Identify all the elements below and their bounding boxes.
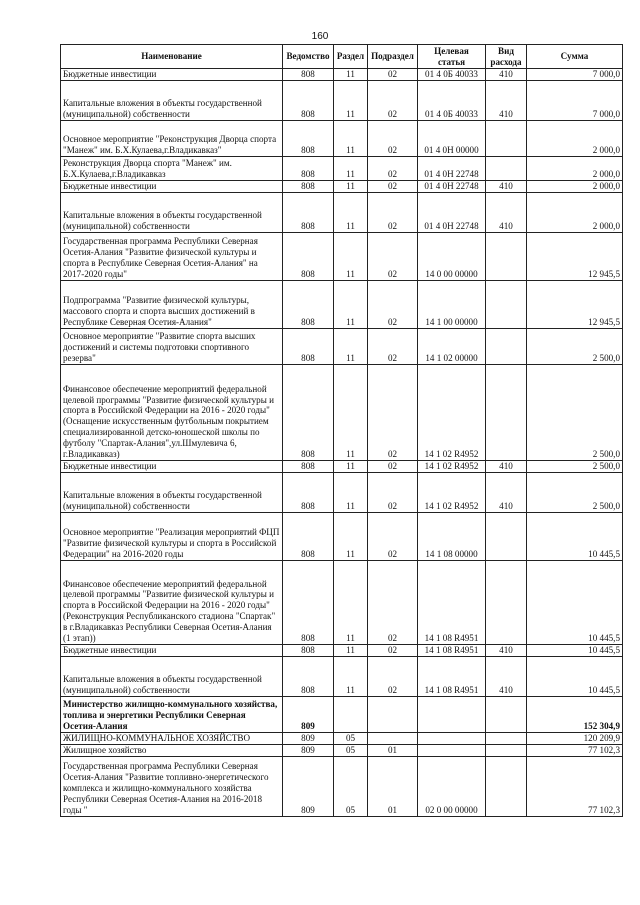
row-section: 11 [334,513,368,561]
row-exp-type: 410 [486,645,527,657]
row-sum: 10 445,5 [527,561,623,645]
row-name: Финансовое обеспечение мероприятий федеральной целевой программы "Развитие физической культуры и спорта в Российской Федерации на 2016 - 2020 годы" (Оснащение искусственным футбольным покрытием специализированной детско-юношеской школы по футболу "Спартак-Алания",ул.Шмулевича 6, г.Владикавказ) [61,365,283,461]
table-row [61,281,623,329]
row-exp-type [486,281,527,329]
row-sum: 2 000,0 [527,121,623,157]
row-name: Капитальные вложения в объекты государственной (муниципальной) собственности [61,81,283,121]
row-target [418,733,486,745]
row-subsection: 02 [368,181,418,193]
row-dept: 808 [283,365,334,461]
table-row [61,697,623,733]
row-name: Реконструкция Дворца спорта "Манеж" им. Б.Х.Кулаева,г.Владикавказ [61,157,283,181]
row-name: Капитальные вложения в объекты государственной (муниципальной) собственности [61,657,283,697]
row-sum: 152 304,9 [527,697,623,733]
row-target: 14 1 08 00000 [418,513,486,561]
row-exp-type [486,365,527,461]
row-name: Капитальные вложения в объекты государственной (муниципальной) собственности [61,473,283,513]
row-subsection: 02 [368,645,418,657]
budget-table [60,44,623,817]
table-row [61,461,623,473]
table-row [61,645,623,657]
row-section: 05 [334,745,368,757]
row-subsection: 02 [368,657,418,697]
row-dept: 809 [283,733,334,745]
row-sum: 77 102,3 [527,745,623,757]
row-sum: 7 000,0 [527,81,623,121]
table-row [61,181,623,193]
header-exp-type: Вид расхода [486,45,527,69]
row-sum: 2 000,0 [527,181,623,193]
row-target: 14 1 02 R4952 [418,461,486,473]
row-target: 02 0 00 00000 [418,757,486,817]
row-subsection: 02 [368,473,418,513]
row-sum: 77 102,3 [527,757,623,817]
row-section: 11 [334,121,368,157]
row-name: Основное мероприятие "Реконструкция Дворца спорта "Манеж" им. Б.Х.Кулаева,г.Владикавказ" [61,121,283,157]
row-subsection: 02 [368,329,418,365]
row-section: 05 [334,757,368,817]
row-section: 11 [334,81,368,121]
row-subsection: 02 [368,365,418,461]
row-dept: 808 [283,281,334,329]
row-exp-type [486,561,527,645]
row-sum: 12 945,5 [527,233,623,281]
row-section: 11 [334,233,368,281]
row-section: 11 [334,461,368,473]
row-sum: 10 445,5 [527,513,623,561]
row-dept: 808 [283,81,334,121]
row-target: 14 1 08 R4951 [418,561,486,645]
table-row [61,157,623,181]
row-section: 11 [334,69,368,81]
page-number: 160 [311,31,329,42]
table-row [61,69,623,81]
table-body [61,69,623,817]
row-name: Бюджетные инвестиции [61,645,283,657]
row-dept: 809 [283,697,334,733]
row-name: Бюджетные инвестиции [61,69,283,81]
row-sum: 10 445,5 [527,645,623,657]
row-name: Государственная программа Республики Северная Осетия-Алания "Развитие топливно-энергетического комплекса и жилищно-коммунального хозяйства Республики Северная Осетия-Алания на 2016-2018 годы " [61,757,283,817]
row-name: Государственная программа Республики Северная Осетия-Алания "Развитие физической культуры и спорта в Республике Северная Осетия-Алания" на 2017-2020 годы" [61,233,283,281]
row-subsection: 02 [368,157,418,181]
row-exp-type: 410 [486,69,527,81]
table-row [61,233,623,281]
row-subsection: 02 [368,233,418,281]
row-name: Жилищное хозяйство [61,745,283,757]
row-sum: 2 500,0 [527,329,623,365]
row-sum: 12 945,5 [527,281,623,329]
row-dept: 808 [283,561,334,645]
row-subsection: 02 [368,121,418,157]
table-row [61,473,623,513]
row-exp-type [486,121,527,157]
row-dept: 808 [283,657,334,697]
row-dept: 808 [283,193,334,233]
table-row [61,329,623,365]
row-subsection: 02 [368,81,418,121]
row-exp-type: 410 [486,181,527,193]
row-name: Основное мероприятие "Развитие спорта высших достижений и системы подготовки спортивного резерва" [61,329,283,365]
row-dept: 809 [283,757,334,817]
table-row [61,121,623,157]
row-target: 14 1 08 R4951 [418,657,486,697]
row-exp-type [486,757,527,817]
row-subsection: 02 [368,281,418,329]
header-section: Раздел [334,45,368,69]
header-subsection: Подраздел [368,45,418,69]
table-header-row [61,45,623,69]
row-target: 01 4 0Н 22748 [418,193,486,233]
row-dept: 808 [283,121,334,157]
table-row [61,365,623,461]
header-sum: Сумма [527,45,623,69]
row-target: 14 1 00 00000 [418,281,486,329]
row-exp-type [486,233,527,281]
row-subsection: 01 [368,745,418,757]
row-target: 01 4 0Н 22748 [418,181,486,193]
table-row [61,757,623,817]
row-exp-type: 410 [486,81,527,121]
row-target [418,745,486,757]
row-target: 14 1 02 R4952 [418,365,486,461]
row-dept: 808 [283,645,334,657]
row-target: 14 1 08 R4951 [418,645,486,657]
row-name: Министерство жилищно-коммунального хозяйства, топлива и энергетики Республики Северная Осетия-Алания [61,697,283,733]
row-subsection: 01 [368,757,418,817]
row-target [418,697,486,733]
row-dept: 808 [283,181,334,193]
row-exp-type [486,329,527,365]
row-name: Бюджетные инвестиции [61,181,283,193]
row-name: Капитальные вложения в объекты государственной (муниципальной) собственности [61,193,283,233]
row-dept: 808 [283,461,334,473]
row-dept: 808 [283,233,334,281]
row-exp-type: 410 [486,473,527,513]
table-row [61,657,623,697]
table-row [61,193,623,233]
row-sum: 2 500,0 [527,461,623,473]
row-target: 01 4 0Н 00000 [418,121,486,157]
row-section: 11 [334,561,368,645]
row-subsection: 02 [368,193,418,233]
row-name: Бюджетные инвестиции [61,461,283,473]
row-section: 11 [334,473,368,513]
row-exp-type [486,733,527,745]
row-sum: 2 000,0 [527,193,623,233]
row-sum: 2 500,0 [527,473,623,513]
row-target: 14 1 02 00000 [418,329,486,365]
row-exp-type: 410 [486,657,527,697]
table-row [61,561,623,645]
row-exp-type [486,157,527,181]
row-name: Подпрограмма "Развитие физической культуры, массового спорта и спорта высших достижений в Республике Северная Осетия-Алания" [61,281,283,329]
row-dept: 808 [283,157,334,181]
row-section: 11 [334,193,368,233]
table-row [61,745,623,757]
header-dept: Ведомство [283,45,334,69]
row-target: 01 4 0Б 40033 [418,69,486,81]
row-section: 11 [334,157,368,181]
row-dept: 808 [283,329,334,365]
row-section: 05 [334,733,368,745]
row-section: 11 [334,281,368,329]
row-section: 11 [334,329,368,365]
row-subsection [368,733,418,745]
row-name: Основное мероприятие "Реализация мероприятий ФЦП "Развитие физической культуры и спорта в Российской Федерации" на 2016-2020 годы [61,513,283,561]
row-exp-type: 410 [486,461,527,473]
row-exp-type: 410 [486,193,527,233]
row-sum: 2 500,0 [527,365,623,461]
header-target: Целевая статья [418,45,486,69]
row-subsection [368,697,418,733]
table-row [61,733,623,745]
row-subsection: 02 [368,69,418,81]
row-subsection: 02 [368,461,418,473]
table-row [61,513,623,561]
row-section: 11 [334,365,368,461]
row-dept: 808 [283,69,334,81]
row-target: 14 0 00 00000 [418,233,486,281]
row-name: Финансовое обеспечение мероприятий федеральной целевой программы "Развитие физической культуры и спорта в Российской Федерации на 2016 - 2020 годы" (Реконструкция Республиканского стадиона "Спартак" в г.Владикавказ Республики Северная Осетия-Алания (1 этап)) [61,561,283,645]
row-sum: 2 000,0 [527,157,623,181]
row-dept: 809 [283,745,334,757]
row-sum: 7 000,0 [527,69,623,81]
row-target: 01 4 0Б 40033 [418,81,486,121]
header-name: Наименование [61,45,283,69]
row-subsection: 02 [368,561,418,645]
row-subsection: 02 [368,513,418,561]
row-name: ЖИЛИЩНО-КОММУНАЛЬНОЕ ХОЗЯЙСТВО [61,733,283,745]
row-sum: 10 445,5 [527,657,623,697]
row-section [334,697,368,733]
row-dept: 808 [283,513,334,561]
row-target: 14 1 02 R4952 [418,473,486,513]
row-exp-type [486,697,527,733]
row-section: 11 [334,645,368,657]
row-target: 01 4 0Н 22748 [418,157,486,181]
row-exp-type [486,745,527,757]
row-dept: 808 [283,473,334,513]
table-row [61,81,623,121]
row-sum: 120 209,9 [527,733,623,745]
row-exp-type [486,513,527,561]
row-section: 11 [334,181,368,193]
row-section: 11 [334,657,368,697]
